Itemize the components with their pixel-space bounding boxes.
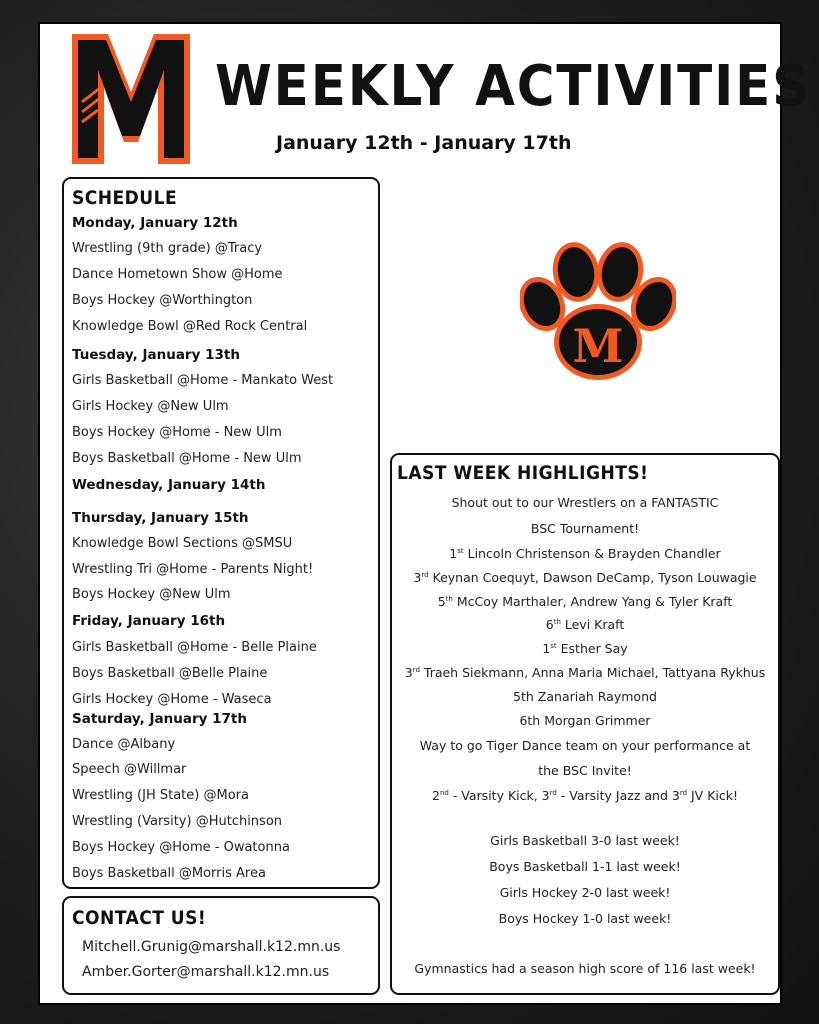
event-item: Wrestling Tri @Home - Parents Night! bbox=[72, 562, 314, 577]
event-item: Wrestling (Varsity) @Hutchinson bbox=[72, 814, 283, 829]
event-item: Boys Basketball @Home - New Ulm bbox=[72, 451, 302, 466]
highlight-line: 5th Zanariah Raymond bbox=[513, 689, 657, 704]
highlight-line: 3rd Traeh Siekmann, Anna Maria Michael, Tattyana Rykhus bbox=[404, 665, 766, 680]
highlight-line: Girls Basketball 3-0 last week! bbox=[490, 833, 680, 848]
day-heading: Tuesday, January 13th bbox=[72, 347, 240, 363]
date-range: January 12th - January 17th bbox=[276, 132, 572, 154]
day-heading: Saturday, January 17th bbox=[72, 711, 247, 727]
highlight-line: 1st Lincoln Christenson & Brayden Chandler bbox=[449, 546, 721, 561]
event-item: Girls Basketball @Home - Belle Plaine bbox=[72, 640, 317, 655]
event-item: Dance Hometown Show @Home bbox=[72, 267, 283, 282]
event-item: Knowledge Bowl Sections @SMSU bbox=[72, 536, 293, 551]
highlight-line: Gymnastics had a season high score of 116 last week! bbox=[414, 961, 756, 976]
event-item: Wrestling (JH State) @Mora bbox=[72, 788, 249, 803]
highlight-line: BSC Tournament! bbox=[530, 521, 640, 536]
event-item: Knowledge Bowl @Red Rock Central bbox=[72, 319, 308, 334]
schedule-title: SCHEDULE bbox=[72, 187, 178, 209]
flyer-sheet bbox=[38, 22, 812, 1005]
schedule-box bbox=[62, 177, 380, 889]
tiger-paw-icon bbox=[520, 242, 676, 380]
event-item: Girls Hockey @New Ulm bbox=[72, 399, 229, 414]
day-heading: Monday, January 12th bbox=[72, 215, 238, 231]
highlight-line: Girls Hockey 2-0 last week! bbox=[499, 885, 671, 900]
contact-title: CONTACT US! bbox=[72, 907, 207, 929]
highlight-line: Boys Hockey 1-0 last week! bbox=[498, 911, 672, 926]
marshall-m-logo bbox=[68, 30, 194, 168]
highlight-line: the BSC Invite! bbox=[538, 763, 632, 778]
highlight-line: 5th McCoy Marthaler, Andrew Yang & Tyler Kraft bbox=[437, 594, 733, 609]
highlights-box bbox=[390, 453, 780, 995]
event-item: Dance @Albany bbox=[72, 737, 176, 752]
event-item: Girls Basketball @Home - Mankato West bbox=[72, 373, 334, 388]
highlight-line: Shout out to our Wrestlers on a FANTASTIC bbox=[451, 495, 719, 510]
email-link[interactable]: Mitchell.Grunig@marshall.k12.mn.us bbox=[82, 939, 341, 955]
highlight-line: 6th Levi Kraft bbox=[545, 617, 625, 632]
day-heading: Wednesday, January 14th bbox=[72, 477, 266, 493]
highlight-line: Boys Basketball 1-1 last week! bbox=[489, 859, 681, 874]
highlight-line: 6th Morgan Grimmer bbox=[519, 713, 651, 728]
event-item: Boys Hockey @New Ulm bbox=[72, 587, 231, 602]
day-heading: Thursday, January 15th bbox=[72, 510, 249, 526]
paw-letter: M bbox=[572, 319, 624, 373]
highlight-line: Way to go Tiger Dance team on your performance at bbox=[419, 738, 751, 753]
event-item: Boys Basketball @Belle Plaine bbox=[72, 666, 268, 681]
page-title: WEEKLY ACTIVITIES bbox=[215, 54, 812, 119]
highlights-title: LAST WEEK HIGHLIGHTS! bbox=[397, 462, 649, 484]
event-item: Girls Hockey @Home - Waseca bbox=[72, 692, 272, 707]
email-link[interactable]: Amber.Gorter@marshall.k12.mn.us bbox=[82, 964, 330, 980]
event-item: Speech @Willmar bbox=[72, 762, 187, 777]
event-item: Boys Hockey @Worthington bbox=[72, 293, 253, 308]
event-item: Boys Hockey @Home - Owatonna bbox=[72, 840, 290, 855]
highlight-line: 1st Esther Say bbox=[542, 641, 628, 656]
highlight-line: 2nd - Varsity Kick, 3rd - Varsity Jazz and 3rd JV Kick! bbox=[432, 788, 738, 803]
event-item: Boys Basketball @Morris Area bbox=[72, 866, 266, 881]
event-item: Wrestling (9th grade) @Tracy bbox=[72, 241, 263, 256]
event-item: Boys Hockey @Home - New Ulm bbox=[72, 425, 282, 440]
contact-box bbox=[62, 896, 380, 995]
highlight-line: 3rd Keynan Coequyt, Dawson DeCamp, Tyson Louwagie bbox=[413, 570, 757, 585]
day-heading: Friday, January 16th bbox=[72, 613, 226, 629]
